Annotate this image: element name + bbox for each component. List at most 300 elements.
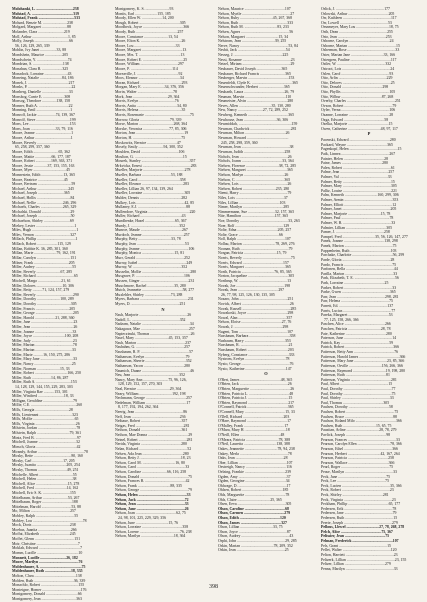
index-entry: Miller, Winifred ...........................18, 33 (12, 394, 74, 399)
index-entry: Peltzerk, Lillian ..................................................23, 155 (321, 557, 407, 562)
index-entry: Morris, Helena ............................................35 (115, 108, 186, 113)
index-entry: Nesbit, Jack ..................................................54 (218, 48, 290, 53)
index-entry: Peck, Lucien ..................................................35, 366 (321, 483, 402, 488)
section-letter: P (367, 131, 371, 137)
index-entry: Millan, Bobbie K. 36, 285, 301, 360 (12, 246, 68, 251)
index-entry: Paulsen, Bruce ..................................................88 (321, 414, 397, 419)
index-entry: Peck, Robert ..................................................23 (321, 488, 394, 493)
index-entry: Moody, Ruth ...........................................257 (115, 30, 184, 35)
index-entry: Pate, Katherine ..........................................280 (321, 331, 392, 336)
index-entry: Orto, Jean ..................................................253 (321, 34, 392, 39)
index-entry: Palmer, Paul ..................................................78 (321, 216, 394, 221)
index-entry: Mintz, Fred B. ...........................................97 (12, 435, 81, 440)
index-entry: Palliz, Louise ..................................................221 (321, 188, 397, 193)
index-entry: Mitchell, Helen .....................................38 (12, 477, 77, 482)
index-entry: Nolte, Grace ..........................................66 (218, 232, 283, 237)
index-entry: O'Bert, James ..........................................48, 365 (218, 377, 293, 382)
index-entry: Mitchell, Fred .................................14, 162 (12, 486, 79, 491)
index-entry: Monsog, Theodore ...............138, 158 (12, 99, 71, 104)
index-entry: Nichols, Jean ..................................................26 (218, 154, 292, 159)
index-entry: Montgomery, Donald .................................66 (12, 592, 82, 597)
index-entry: Pelissier, Jean ..........................................75 (321, 534, 390, 539)
index-entry: Mourek, Stanley ..................................................357 (115, 159, 196, 164)
index-entry: Ohlwage, D. ..................................................17 (218, 483, 291, 488)
index-entry: Newman, Howard ........................................... (218, 136, 289, 141)
index-entry: Netzel, Miriam ..................................................29 (218, 62, 295, 67)
index-entry: Pareka, Margaret ..........................................53 (321, 313, 393, 318)
index-entry: Muuchmore, Rachel ............................35, 280 (115, 283, 186, 288)
index-entry: Miller, Marian ......................................33 (12, 348, 76, 353)
index-entry: Myers, D. ..................................................251 (115, 302, 186, 306)
index-entry: Nozaro, John ..................................................251 (218, 297, 294, 302)
index-entry: Palmer, Armin ..................................................353 (321, 197, 399, 202)
section-letter: O (264, 371, 268, 377)
index-entry: Murphy, Jeanne ..................................................106 (115, 246, 195, 251)
index-entry: Neumeister, Alvin ..........................................280 (218, 99, 294, 104)
index-entry: Oaks, Jean ..................................................28 (218, 456, 288, 461)
index-entry: Monachlo, Robert .......................................155 (12, 583, 85, 588)
index-entry: Neu, Jean ..................................................352 (115, 373, 185, 378)
index-entry: Peck, Jane ..................................................75 (321, 474, 391, 479)
index-entry: Nystrom, Evelyn ..........................................78 (218, 357, 290, 362)
index-entry: Millach, Robert .....................115, 129 (12, 242, 71, 247)
index-entry: Mulder, Dennis ...........................................282 (115, 195, 188, 200)
index-entry: Niles, Lois ..................................................37 (218, 195, 288, 200)
index-entry-continuation: 56, 126, 129, 265, 339 (15, 43, 50, 48)
index-entry: Pelman, Frederick ..........................................107 (321, 539, 399, 544)
index-entry: Monberg, Danielle ............................33 (12, 89, 73, 94)
index-entry: Norris, Edward ..........................................157 (218, 260, 289, 265)
index-entry: Millar, Carolyn ...................................151 (12, 255, 77, 260)
index-entry: Parrett, Ed. ..................................................137 (321, 304, 394, 308)
index-entry: Moklah, Edward ...........................................7 (12, 546, 83, 551)
index-entry: Nusbaum, Harry ..........................................353 (218, 338, 291, 343)
index-entry: Paterson, June ..................................................14 (321, 336, 397, 341)
index-entry: Mitchelle, Albert ...................................55 (12, 472, 77, 477)
index-column-4 (321, 7, 417, 579)
index-entry-continuation: 128, 129, 152, 157, 270, 303 (118, 382, 163, 387)
index-entry: Newman, Milton ..........................................26 (218, 131, 290, 136)
index-entry: Paschen, Alice ..........................................266 (321, 322, 391, 327)
index-entry: Mueller, Lorraine ...........................................305 (115, 191, 191, 196)
index-entry: Parr, Helena ..................................................75 (321, 299, 393, 304)
index-entry: Olson, Edith ..........................................120 (218, 516, 286, 521)
index-entry: Neibaue, Robert ..........................................357 (115, 419, 188, 424)
index-entry: Penna, Marilyn ..................................................33 (321, 566, 398, 571)
index-entry-continuation: 65, 258, 299, 357, 360 (15, 145, 50, 150)
index-entry: Patterson, Orville ..................................156, 266, 366 (321, 363, 403, 368)
index-entry: Molander, Clara ...........................219 (12, 30, 70, 35)
index-entry: Nelson, Betty J. ..........................................18, 23 (115, 456, 191, 461)
index-entry: Paulson, Roland Milo ..........................................366 (321, 419, 402, 424)
index-entry: Nolte, Edna ..........................................205, 257 (218, 228, 292, 233)
index-entry: Parris, Lucius ..................................................77 (321, 308, 396, 313)
index-entry: Nerida, Virginia ..........................................280 (115, 442, 187, 447)
index-entry: Nelson, Marilyn ..................................18, 364 (115, 534, 186, 539)
index-entry: Pearson, Carolyn Ellen ..................................78, 366 (321, 442, 402, 447)
index-entry: Osborne, Marian ..................................................15 (321, 43, 400, 48)
index-entry: O'Hare, Raymond ..........................................17 (218, 419, 291, 424)
index-entry: Otto, Donald ..........................................298 (321, 85, 389, 90)
page-number: 398 (209, 584, 218, 590)
index-entry: Mobley, Ralph ........................................55 (12, 514, 79, 519)
index-entry: Mulkey, Lois ..................................................42, 85 (115, 200, 195, 205)
index-entry: Niles, Lillian ..........................................103 (218, 200, 286, 205)
index-entry: Moore, Jessie ..............37, 153, 155, 163 (12, 163, 75, 168)
index-entry: Miller, Dolores ...........................10, 306 (12, 283, 74, 288)
index-entry: Nadoll, L. ..................................................352 (115, 317, 186, 322)
index-entry: Murr, Gerald ..................................................252 (115, 255, 190, 260)
index-entry: Otto, Wilbur ..........................................87, 268 (321, 94, 394, 99)
index-entry: O'Brien, Raymond ..........................................217 (218, 400, 294, 405)
index-entry: Niemi, Harry ..................................................79 (218, 191, 292, 196)
index-entry: Norris, Beverly ..................................................75 (218, 255, 295, 260)
index-entry: Molund, Benzie M. .........................238 (12, 20, 73, 25)
index-entry: Michael, Hollis ...................................84 (12, 195, 75, 200)
index-entry: Olson, Caroline ..........................................68 (218, 506, 289, 511)
index-entry: O'Brien, Patricia J. ..........................................15 (218, 396, 293, 401)
index-entry: Peltzer, Lillian ..........................................279 (321, 562, 391, 567)
index-entry: Neuberger, Marvin ..........................................153 (218, 76, 295, 81)
index-entry: Pedersen, Jane ..................................................79 (321, 511, 397, 516)
index-entry: Monnett, Lucille ...........................26, 182 (12, 555, 78, 560)
index-entry: Michaelson, Shirley ...........................69 (12, 219, 74, 224)
index-entry: Murphy, Monica ..................................15, 81 (115, 251, 185, 256)
index-entry: Peck, Shirley ..........................................281 (321, 492, 389, 497)
index-entry: Nielsen, Margaret ..........................................365 (218, 168, 293, 173)
index-entry: Morin, Walter .....................................78 (115, 89, 177, 94)
index-entry: Mons, Joan ..........................33, 79, 116 (12, 126, 73, 131)
index-entry: Mittelbaum, Arthur ..........................53, 267 (12, 495, 80, 500)
index-entry: Panek, Marion ..................................................75 (321, 244, 397, 249)
index-entry: Nite, Hamilton ..................................157, 365 (218, 214, 289, 219)
index-entry: Mo, Milton .........................................257 (12, 509, 76, 514)
index-entry: Oster, Marian Jane ..................................33, 166 (321, 53, 396, 58)
index-entry: Nollau, Marion ..................................78, 269, 276 (218, 242, 295, 247)
index-entry: Nelsen, Ada Jean ..........................................280 (115, 451, 189, 456)
index-entry: Olson, Lillian ..................................33, 75 (218, 525, 283, 530)
index-entry: Mosely, Emily ..........................94, 300, 352 (115, 145, 183, 150)
index-entry: Orr, Kathleen ..................................................117 (321, 16, 397, 21)
index-entry: Montgomery, K. S. .........................93 (115, 7, 174, 11)
index-entry: Paul, Shirley ..................................................33 (321, 396, 394, 401)
index-entry: Moore, William .......................................297 (115, 62, 184, 67)
index-entry: Paustian, Arline ..................................28, 78, 279 (321, 428, 397, 433)
index-entry: Morske, Veronica ...........................77, 85, 306 (115, 126, 187, 131)
index-entry: Olson, Joyce ..................................................87 (218, 529, 291, 534)
index-entry: Painter, Helen ..........................................28 (321, 156, 388, 161)
index-entry: Nechmann, George ..........................................257 (115, 396, 192, 401)
index-entry: Ogden, Georgine ..........................................34 (218, 479, 290, 484)
index-entry: Pearson, Ethel ..................................................366 (321, 446, 398, 451)
index-entry: Mills, Virginia ..........................................26 (12, 421, 80, 426)
index-entry: Mondschein, Y. ................................74 (12, 57, 72, 62)
index-entry: O'Connell, Patrick ..........................................365 (218, 405, 294, 410)
index-entry: Nathanson, Sherrie ..........................................352 (115, 359, 192, 364)
index-entry: Parker, Robert ..................................................33 (321, 285, 397, 290)
index-entry: Mueller, Carol ...........................................358 (115, 177, 186, 182)
index-entry: Palmer, Janet ..................................................205 (321, 207, 397, 212)
index-entry: Pedersen, Ruth ..................................................15 (321, 516, 398, 521)
index-entry: Overby, Charles ..................................................251 (321, 99, 401, 104)
index-entry: Patterson, Raymond ..................................19, 198, 280 (321, 368, 406, 373)
index-entry: Monrolf, Steve ...................................199 (12, 117, 76, 122)
index-entry: Neubauer, Richard Francis ..........................365 (218, 71, 291, 76)
index-entry: Mitchell, Joanne .......................................32 (12, 440, 80, 445)
index-entry: Miller, George .......................................205 (12, 311, 79, 316)
index-entry: Monks, P. .............................................22 (12, 85, 76, 90)
index-entry: O'Connell, Mary ..........................................15, 33 (218, 410, 295, 415)
index-entry: Ostergren, Pauline ..........................................117 (321, 57, 397, 62)
index-entry: Moore, Jeanne .....................................1 (12, 131, 74, 136)
index-entry: Olson, James ..........................................327 (218, 520, 287, 525)
index-entry: Otto, Phyllis ..................................................105 (321, 89, 396, 94)
index-entry: Moulton, G. ..................................................15 (115, 154, 187, 159)
index-entry: Michalski, Donald ..............................29 (12, 209, 75, 214)
index-entry: Miller, Ruth ....................14, 86, 287 (12, 375, 69, 380)
index-entry: Nessi, Rosanne ..................................................23 (218, 57, 295, 62)
index-entry: Nelson, Carol ..................................................33 (115, 465, 190, 470)
index-entry: Pardo, Francis ..................................................75 (321, 262, 397, 267)
index-entry: Miller, Jane ............................................23 (12, 320, 78, 325)
index-entry: Monadock, Lorraine ........................43 (12, 71, 72, 76)
index-entry: Mondshein, Maurice ..................205 (12, 53, 69, 58)
index-entry: Nichols, Joann ..........................................33, 364 (218, 159, 294, 164)
index-entry-continuation: 245, 258, 298, 359, 360 (221, 140, 258, 145)
index-entry: Palm, Kenneth ..................................160, 299, 306 (321, 193, 399, 198)
index-entry: Ovson, Robert ..................................................79 (321, 103, 397, 108)
index-entry: Paul, Dorothy ..................................................77 (321, 386, 396, 391)
index-entry: Mitchell, Eric S. K. ............................155 (12, 490, 76, 495)
index-entry: Milner, Frank ....................................205 (12, 260, 75, 265)
index-entry: Mills, Lieutenant ..................................323 (12, 412, 78, 417)
index-entry: Mitchell, Margo ........................21, 61 (12, 278, 71, 283)
index-entry: Morgan, Mary E. .......................34, 376, 356 (115, 85, 184, 90)
index-entry: Ohlsen, Robert ..........................................185 (218, 488, 289, 493)
index-entry: Nimer, Marilyn ..........................................285 (218, 205, 290, 210)
index-entry: Neilson, Mae Donna ..........................................29 (115, 433, 193, 438)
index-entry: Nash, Marjorie ..................................................26 (115, 313, 192, 318)
index-entry: Miles, Hugh ..............................................1 (12, 228, 79, 233)
index-entry: Nussbaum, Robert ..........................................203 (218, 348, 294, 353)
index-entry: Noe, Dorothy ..................................................33, 263 (218, 219, 300, 224)
index-entry: Murphy, Jean ..................................................53 (115, 242, 189, 247)
index-entry: Miller, Francis ...................................205 (12, 306, 76, 311)
index-entry: Nesseg, J. ..................................................225 (218, 53, 289, 58)
index-entry: Michael, Arthur ................................245 (12, 186, 75, 191)
index-entry: Molohanki, L. ......................................238 (12, 7, 79, 11)
index-entry: Moir, Christine ...........................................7 (12, 541, 80, 546)
index-entry: Mirsky, Thomas ..............................49, 251 (12, 467, 79, 472)
index-entry: Pease, Marilyn ..................................................33 (321, 469, 397, 474)
index-entry: Moore, Edith ..........................65, 362 (12, 149, 70, 154)
index-entry: Neuenschwander, Herbert ..........................365 (218, 85, 290, 90)
index-entry: Mirandy, Arthur ................................................78 (12, 449, 88, 454)
index-entry: Molgard, Margaret ..........................88 (12, 25, 71, 30)
index-entry: Mough, Robert ..........................................305 (115, 20, 186, 25)
index-entry: Pearson, Herbert ..................................42, 167, 264 (321, 451, 400, 456)
index-entry: Palmer, Val ..................................................33 (321, 174, 392, 179)
index-entry: Nelson, Jane ..................................................26 (115, 506, 189, 511)
index-entry: Otto, Arlin ..................................................229 (321, 76, 393, 81)
index-entry: Pacenski, Edward ..........................................280 (321, 138, 396, 143)
index-entry-continuation: 24, 98, 101, 225, 229, 329, 356 (118, 516, 167, 521)
index-column-3 (218, 7, 314, 579)
index-entry: Peck, Lee ..................................................75 (321, 479, 390, 484)
index-entry: Miller, Judy ...........................................23 (12, 338, 77, 343)
index-entry: Miller, Ruth A. ....................................153 (12, 380, 77, 385)
index-entry: Pellous, Llewel ..................................27, 78, 268, 278 (321, 525, 405, 530)
index-entry: Pagenkopf, Helen ..................................................15 (321, 147, 402, 152)
index-entry: Moebus, Juanita ..................................266 (12, 527, 77, 532)
index-entry: Moore, Mrs. T. ...........................................13 (115, 53, 185, 58)
index-entry: Nelson, Donald ..................................................75 (115, 474, 192, 479)
index-entry: Molstad, A. ...........................................319 (12, 11, 79, 16)
index-entry: Nimmermann, Sue ............................32, 157, 365 (218, 209, 295, 214)
index-entry: Mittelbaum, Roger ...............................188 (12, 500, 78, 505)
index-entry: Nowal, Alan ..................................................357 (218, 315, 293, 320)
index-entry: Nelson, Ruby ..................................45, 267, 368 (218, 16, 292, 21)
index-entry: Millie, C.E. ...............................................260 (12, 403, 83, 408)
index-entry: Paschen, Patricia ..................................28, 78 (321, 327, 391, 332)
index-entry: Monning, Emil ...................................1 (12, 108, 73, 113)
index-entry: Mueller, Lillian 26, 97, 134, 139, 264 (115, 186, 173, 191)
index-entry: Musgrave, P. ..................................................106 (115, 274, 190, 279)
index-entry: Paulsen, Dorothy ..........................................58 (321, 405, 393, 410)
index-entry: Pellet, Walter ..................................................120 (321, 548, 397, 553)
index-entry: Oslen, Carol ..................................................93 (321, 71, 394, 76)
index-entry: Moran, Richard ...........................................293 (115, 80, 188, 85)
index-entry: Moore, Beatrice ...........................45 (12, 177, 68, 182)
index-entry: Miller, Robert ..................................166, 250 (12, 371, 81, 376)
index-entry: Mirsky, Juanita ...............................205, 254 (12, 463, 80, 468)
index-entry: Molstad, Frank .....................................533 (12, 16, 80, 21)
index-entry: Neff, Jean ..................................................236 (115, 414, 186, 419)
index-entry: Orphi, John ..................................................29, 285 (218, 539, 297, 544)
index-entry: Pels, Grant ..................................................15 (321, 543, 391, 548)
index-entry: Pelton, Harriett ..................................................23 (321, 552, 398, 557)
index-entry: O'Brien, Marguerite ..........................................26 (218, 386, 295, 391)
index-entry: Neuharth, Laura ..........................................26, 79 (218, 89, 295, 94)
index-entry: Park, Lorraine ..........................................25 (321, 280, 389, 285)
index-entry: Miller, Beverly ......................................290 (12, 292, 79, 297)
index-entry: Moos, Eleanor ...........................................34 (115, 76, 184, 81)
index-entry: Mitchell, Alice .................................15, 278 (12, 481, 80, 486)
index-entry: Moore, Arthur .....................................1 (12, 136, 73, 141)
index-entry: Nowakoski, Joyce ..........................................298 (218, 311, 294, 316)
index-entry: Palmer, W. B. ..................................................33 (321, 221, 396, 226)
index-entry: Minsch, Gloria ..........................................42 (12, 444, 81, 449)
index-entry: Miller, Audrey ......................................55 (12, 265, 77, 270)
index-entry: Mobley, Lou ....................................................78 (12, 518, 87, 523)
index-entry: Miller, Marie ..........16, 150, 275, 286 (12, 352, 71, 357)
index-entry: Parchake, Charlotte ..........................................56, 299 (321, 253, 405, 258)
index-entry: Moll, Arthur .....................................1, 85 (12, 34, 76, 39)
index-entry: Naumich, Duane ..................................................46 (115, 368, 194, 373)
index-entry: Newman, Judith ..........................................258 (218, 149, 291, 154)
index-entry: Novak, Joe ..................................................198 (218, 283, 291, 288)
index-entry: Moore, Marilyn .........................................76 (12, 560, 83, 565)
index-entry: Nowak, J. ..................................................298 (218, 325, 289, 330)
index-entry: Nelstrom, Jean ..................................39, 255 (218, 39, 287, 44)
index-entry: Nelson, Maurice ..........................................107 (218, 7, 291, 11)
index-entry: Nelson, Jean ..................................................33 (115, 502, 189, 507)
index-entry: Nelson, George ..................................................79 (115, 488, 192, 493)
index-entry: Pearl, Roger ..................................................75 (321, 465, 394, 470)
index-entry: Parr, Jean ..................................................298, 281 (321, 294, 399, 299)
index-entry: Nelson, June ..................................15, 76 (115, 520, 179, 525)
index-entry: Orkin, Marian ..................................78, 209, 352 (218, 543, 293, 548)
index-entry: Michael, Joseph ..................................50 (12, 214, 75, 219)
index-entry: Patrick, Robert ..................................................366 (321, 345, 400, 350)
index-entry: O'Dell, Richard ..........................................203 (218, 414, 290, 419)
index-entry: Pelch, Alice ..........................................75, 367 (321, 529, 393, 534)
index-entry: Ogden, Amy ..................................................37 (218, 474, 291, 479)
index-entry: Moore, Elton K. ..........................................26 (115, 39, 186, 44)
index-entry: Patterson, Mary Jane ..................................23, 85, 366 (321, 359, 405, 364)
index-entry: Moldenhauer, Ruth ...........................18, 335 (12, 569, 83, 574)
index-entry: Northrup, W. ..................................................13 (218, 278, 292, 283)
index-entry: Neinel, Robert ..................................................281 (115, 437, 193, 442)
index-entry: Paul, Albert ..................................................15 (321, 382, 393, 387)
index-entry: Pamer, J. ..................................................258 (321, 230, 390, 235)
index-entry: O'Neill, Ellen ..........................................48 (218, 433, 285, 438)
index-entry: Miller, Norman ........................15, 33 (12, 366, 70, 371)
index-entry: Palmier, Lillian ..........................................305 (321, 225, 393, 230)
index-entry: Monsbog, Carrie E. ......................308 (12, 94, 71, 99)
index-entry: Noonan, Ruth ..................................................79 (218, 246, 293, 251)
index-entry: O'Brien, Patricia L. ..........................................48 (218, 391, 294, 396)
index-entry: Ozelka, Marjorie ..........................................15 (321, 122, 393, 127)
index-entry: Monek, J. ..........................................217 (12, 80, 75, 85)
index-entry: Moldenhauer, A. ...........................................75 (12, 564, 86, 569)
index-entry: Nielsen, Robert ..................................235, 280 (218, 186, 290, 191)
index-entry: Moffet, Glenn .........................................151 (12, 537, 81, 542)
index-entry: Nelson, Frances B. ..........................................42 (115, 479, 190, 484)
index-entry: Monnestein, Edith .......................13, 365 (12, 172, 75, 177)
index-entry: Napieczinski, Thomas ..........................................26 (115, 331, 195, 336)
index-entry: Nelsen, Agnes ..................................................56 (218, 30, 294, 35)
index-entry: Moore, Robert ................169, 363, 371 (12, 159, 73, 164)
index-entry: Nussbaum, R. ..................................................21 (218, 343, 293, 348)
index-entry: Myers, Barbara ..................................................231 (115, 297, 194, 302)
index-entry: Monteigne, Homer ........................................176 (12, 587, 87, 592)
index-entry: O'Malley, Frank ..........................................17 (218, 423, 289, 428)
index-entry: Mork, Jean ....................................29, 364 (115, 94, 180, 99)
index-entry: Noer, Rolf ..................................................129 (218, 223, 290, 228)
index-entry: Novak, Jean ..........................................297 (218, 288, 285, 293)
index-entry: Morris, Anita ..........................................34, 80 (115, 103, 187, 108)
index-column-2 (115, 7, 211, 579)
index-entry: Nedelman, William ..........................................17 (115, 400, 191, 405)
index-entry: Miller, Dorothy ........................100, 289 (12, 297, 74, 302)
index-entry: Milstein, Jordan ........................................78 (12, 426, 81, 431)
index-entry: Moore, Robert E. ..........................................25 (115, 57, 188, 62)
index-entry: Ozga, Edward ..........................................58 (321, 117, 389, 122)
index-entry: Mondrian, S. ...............................138 (12, 62, 69, 67)
index-entry: Panek, Joanne ..........................................138, 298 (321, 239, 398, 244)
index-entry: Muxlehler, Shirley ...........................73, 288 (115, 292, 183, 297)
index-entry: Nerve, Nancy ..................................................53, 84 (218, 43, 298, 48)
index-entry: Nelson, Caroline ..........................66, 116, 258 (115, 469, 187, 474)
index-entry: Montis, Earl .......................155, 185 (115, 11, 171, 16)
index-entry: Murray, W. ..................................................352 (115, 265, 188, 270)
index-entry: Oelzing, Frankie ..........................................239 (218, 469, 291, 474)
index-entry: New, Nancy ..........................27, 72, 289, 252 (218, 108, 288, 113)
index-entry: Nelson, Eloise ..........................................27, 76 (218, 320, 292, 325)
index-entry: Nielson, Marlyn ..........................................26 (218, 172, 289, 177)
index-entry: Moreaville, J. ...........................................92 (115, 71, 183, 76)
